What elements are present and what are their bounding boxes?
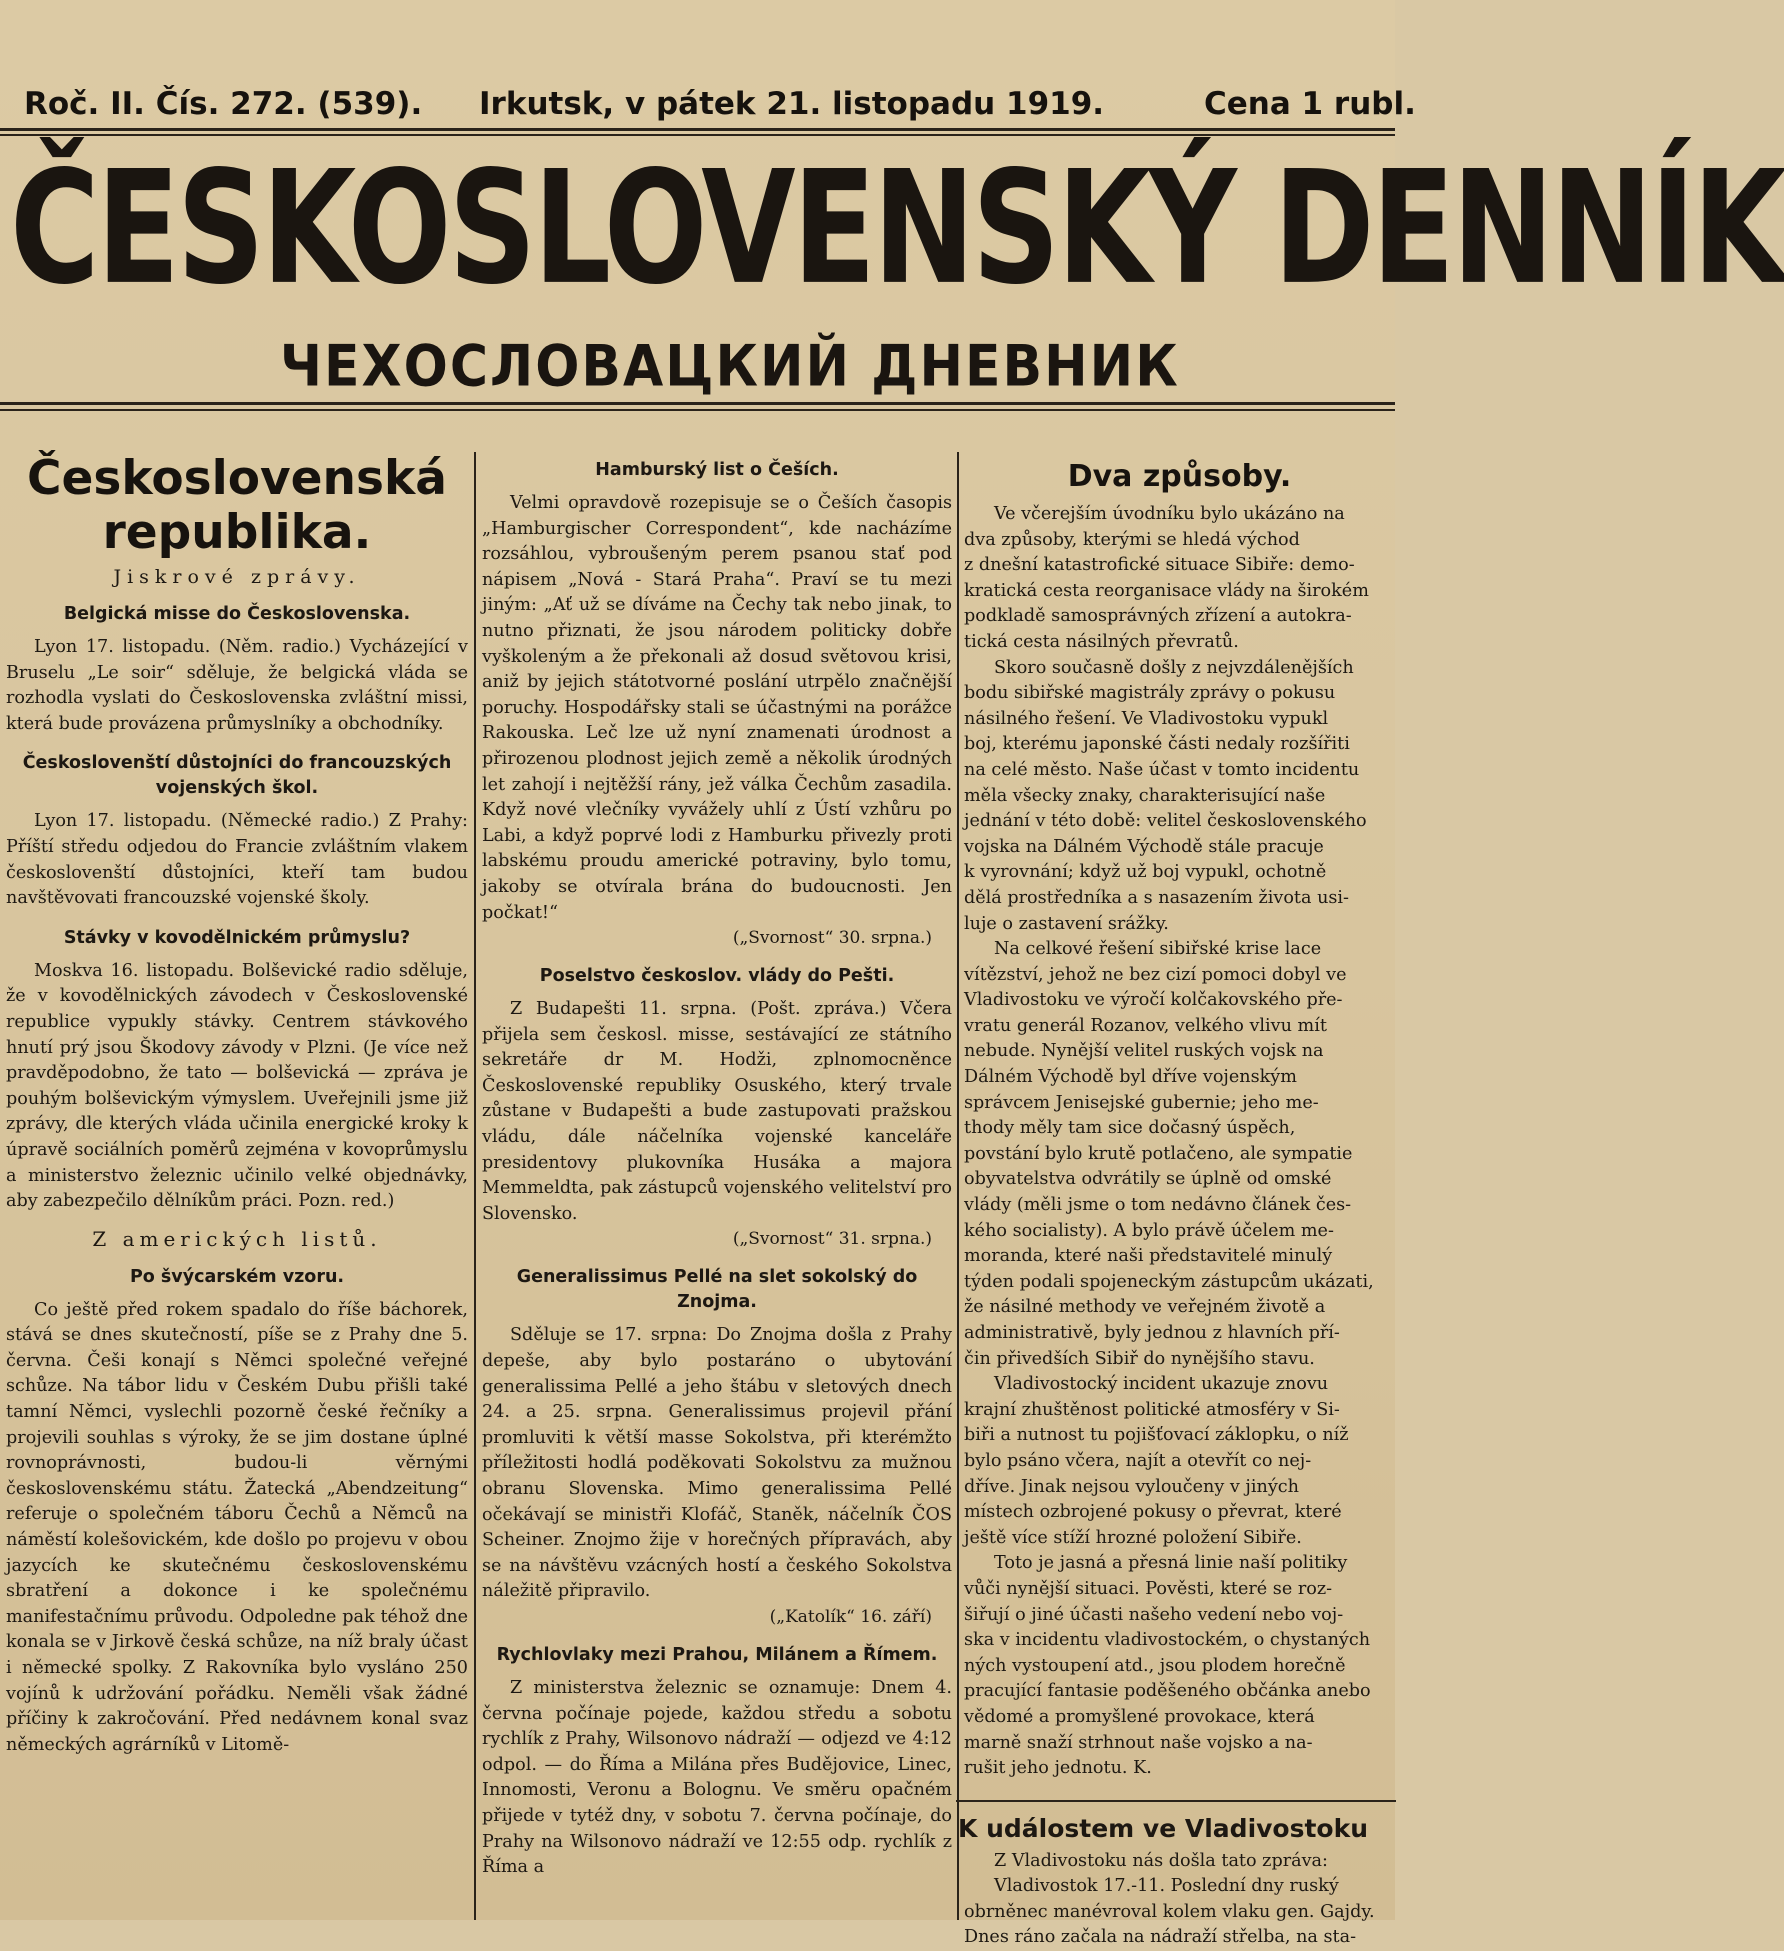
text-line: ných vystoupení atd., jsou plodem horečně — [964, 1655, 1346, 1676]
text-line: že násilné methody ve veřejném životě a — [964, 1297, 1326, 1318]
masthead-rule-top-2 — [0, 134, 1395, 136]
article-body: Z ministerstva železnic se oznamuje: Dnem 4. června počínaje pojede, každou středu a sobotu rychlík z Prahy, Wilsonovo nádraží — odjezd ve 4:12 odpol. — do Říma a Milána přes Budějovice, Linec, Innomosti, Veronu a Bolognu. Ve směru opačném přijede v tytéž dny, v sobotu 7. června počínaje, do Prahy na Wilsonovo nádraží ve 12:55 odp. rychlík z Říma a — [482, 1677, 952, 1878]
price: Cena 1 rubl. — [1204, 86, 1416, 122]
column-2 — [482, 452, 952, 1920]
text-line: Dnes ráno začala na nádraží střelba, na sta- — [964, 1927, 1357, 1948]
text-line: Na celkové řešení sibiřské krise lace — [994, 939, 1322, 960]
article-title: Hamburský list o Češích. — [595, 460, 839, 480]
text-line: vůči nynější situaci. Pověsti, které se roz- — [964, 1578, 1333, 1599]
column-1 — [6, 452, 468, 1920]
text-line: marně snaží strhnout naše vojsko a na- — [964, 1732, 1313, 1753]
text-line: vítězství, jehož ne bez cizí pomoci dobyl ve — [964, 964, 1347, 985]
text-line: Vladivostocký incident ukazuje znovu — [994, 1374, 1329, 1395]
article-title: Po švýcarském vzoru. — [129, 1266, 345, 1287]
text-line: šiřují o jiné účasti našeho vedení nebo voj- — [964, 1604, 1344, 1625]
editorial-body — [964, 502, 1395, 1782]
text-line: měla všecky znaky, charakterisující naše — [964, 785, 1326, 806]
article-title: Rychlovlaky mezi Prahou, Milánem a Římem. — [496, 1644, 938, 1665]
article-source: („Katolík“ 16. září) — [769, 1606, 932, 1627]
text-line: kého socialisty). A bylo právě účelem me- — [964, 1220, 1334, 1241]
article-title: Poselstvo českoslov. vlády do Pešti. — [539, 966, 895, 987]
text-line: Dálném Východě byl dříve vojenským — [964, 1067, 1297, 1088]
column-3 — [958, 452, 1395, 1948]
text-line: z dnešní katastrofické situace Sibiře: demo- — [964, 555, 1355, 576]
article-body: Velmi opravdově rozepisuje se o Češích časopis „Hamburgischer Correspondent“, kde nacházíme rozsáhlou, vybroušeným perem psanou stať pod nápisem „Nová - Stará Praha“. Praví se tu mezi jiným: „Ať už se díváme na Čechy tak nebo jinak, to nutno přiznati, že jsou národem politicky dobře vyškoleným a že překonali až dosud světovou krisi, aniž by jejich státotvorné poslání utrpělo značnější poruchy. Hospodářsky stali se účastnými na porážce Rakouska. Leč lze už nyní znamenati úrodnost a přirozenou plodnost jejich země a několik úrodných let zahojí i nejtěžší rány, jež válka Čechům zasadila. Když nové vlečníky vyvážely uhlí z Ústí vzhůru po Labi, a když poprvé lodi z Hamburku přivezly proti labskému proudu americké potraviny, bylo tomu, jakoby se otvírala brána do budoucnosti. Jen počkat!“ — [482, 493, 952, 923]
volume-number: Roč. II. Čís. 272. (539). — [24, 86, 423, 122]
text-line: moranda, které naši představitelé minulý — [964, 1246, 1333, 1267]
article-title: Stávky v kovodělnickém průmyslu? — [63, 927, 411, 948]
article-body — [964, 1849, 1395, 1951]
text-line: kratická cesta reorganisace vlády na širokém — [964, 580, 1369, 601]
text-line: k vyrovnání; když už boj vypukl, ochotně — [964, 862, 1327, 883]
newspaper-subtitle: ЧЕХОСЛОВАЦКИЙ ДНЕВНИК — [280, 334, 1180, 400]
text-line: násilného řešení. Ve Vladivostoku vypukl — [964, 708, 1329, 729]
text-line: nebude. Nynější velitel ruských vojsk na — [964, 1041, 1324, 1062]
text-line: vědomé a promyšlené provokace, která — [964, 1706, 1315, 1727]
text-line: obrněnec manévroval kolem vlaku gen. Gajdy. — [964, 1901, 1375, 1922]
article-source: („Svornost“ 30. srpna.) — [732, 928, 932, 949]
text-line: luje o zastavení srážky. — [964, 913, 1169, 934]
text-line: Z Vladivostoku nás došla tato zpráva: — [994, 1850, 1328, 1871]
text-line: tická cesta násilných převratů. — [964, 631, 1239, 652]
text-line: dva způsoby, kterými se hledá východ — [964, 529, 1300, 550]
text-line: Ve včerejším úvodníku bylo ukázáno na — [994, 504, 1345, 524]
text-line: Vladivostoku ve výročí kolčakovského pře- — [964, 990, 1343, 1011]
text-line: krajní zhuštěnost politické atmosféry v Si- — [964, 1399, 1340, 1420]
article-title: K událostem ve Vladivostoku — [958, 1813, 1369, 1843]
article-body: Z Budapešti 11. srpna. (Pošt. zpráva.) Včera přijela sem českosl. misse, sestávající ze státního sekretáře dr M. Hodži, zplnomocněnce Československé republiky Osuského, který trvale zůstane v Budapešti a bude zastupovati pražskou vládu, dále náčelníka vojenské kanceláře presidentovy plukovníka Husáka a majora Memmeldta, pak zástupců vojenského velitelství pro Slovensko. — [482, 999, 952, 1224]
section-heading: Z amerických listů. — [92, 1226, 382, 1251]
text-line: týden podali spojeneckým zástupcům ukázati, — [964, 1271, 1374, 1292]
masthead-rule-bottom — [0, 402, 1395, 405]
text-line: čin přivedších Sibiř do nynějšího stavu. — [964, 1348, 1315, 1369]
text-line: Vladivostok 17.-11. Poslední dny ruský — [994, 1876, 1339, 1897]
text-line: správcem Jenisejské gubernie; jeho me- — [964, 1092, 1319, 1113]
article-title: Českoslovenští důstojníci do francouzských vojenských škol. — [22, 753, 452, 799]
text-line: vratu generál Rozanov, velkého vlivu mít — [964, 1015, 1327, 1036]
column-3-rule — [956, 1800, 1396, 1802]
text-line: rušit jeho jednotu. K. — [964, 1758, 1152, 1779]
lead-headline: Československá republika. — [27, 451, 447, 560]
place-date: Irkutsk, v pátek 21. listopadu 1919. — [479, 86, 1105, 122]
article-body: Sděluje se 17. srpna: Do Znojma došla z Prahy depeše, aby bylo postaráno o ubytování generalissima Pellé a jeho štábu v sletových dnech 24. a 25. srpna. Generalissimus projevil přání promluviti k větší masse Sokolstva, při kterémžto příležitosti hodlá poděkovati Sokolstvu za mužnou obranu Slovenska. Mimo generalissima Pellé očekávají se ministři Klofáč, Staněk, náčelník ČOS Scheiner. Znojmo žije v horečných přípravách, aby se na návštěvu vzácných hostí a českého Sokolstva náležitě připravilo. — [482, 1325, 952, 1602]
text-line: Toto je jasná a přesná linie naší politiky — [994, 1553, 1348, 1574]
article-body: Lyon 17. listopadu. (Německé radio.) Z Prahy: Příští středu odjedou do Francie zvláštním vlakem českoslovenští důstojníci, kteří tam budou navštěvovati francouzské vojenské školy. — [6, 811, 468, 909]
article-title: Belgická misse do Československa. — [63, 604, 411, 624]
text-line: dříve. Jinak nejsou vyloučeny v jiných — [964, 1476, 1299, 1497]
masthead-rule-bottom-2 — [0, 409, 1395, 411]
text-line: místech ozbrojené pokusy o převrat, které — [964, 1502, 1342, 1523]
text-line: obyvatelstva odvrátily se úplně od omské — [964, 1169, 1332, 1190]
text-line: thody měly tam sice dočasný úspěch, — [964, 1118, 1296, 1139]
text-line: biři a nutnost tu pojišťovací záklopku, o níž — [964, 1425, 1349, 1446]
column-divider-1 — [474, 452, 476, 1920]
text-line: vlády (měli jsme o tom nedávno článek čes- — [964, 1195, 1352, 1216]
text-line: ska v incidentu vladivostockém, o chystaných — [964, 1630, 1371, 1651]
kicker: Jiskrové zprávy. — [113, 566, 361, 588]
newspaper-title: ČESKOSLOVENSKÝ DENNÍK — [10, 137, 1784, 319]
text-line: Skoro současně došly z nejvzdálenějších — [994, 657, 1354, 678]
text-line: povstání bylo krutě potlačeno, ale sympatie — [964, 1143, 1353, 1164]
article-body: Co ještě před rokem spadalo do říše báchorek, stává se dnes skutečností, píše se z Prahy dne 5. června. Češi konají s Němci společné veřejné schůze. Na tábor lidu v Českém Dubu přišli také tamní Němci, vyslechli pozorně české řečníky a projevili souhlas s výroky, že se jim dostane úplné rovnoprávnosti, budou-li věrnými československému státu. Žatecká „Abendzeitung“ referuje o společném táboru Čechů a Němců na náměstí kolešovickém, kde došlo po projevu v obou jazycích ke skutečnému československému sbratření a dokonce i ke společnému manifestačnímu průvodu. Odpoledne pak téhož dne konala se v Jirkově česká schůze, na níž braly účast i německé spolky. Z Rakovníka bylo vysláno 250 vojínů k udržování pořádku. Neměli však žádné příčiny k zakročování. Před nedávnem konal svaz německých agrárníků v Litomě- — [6, 1299, 468, 1755]
text-line: dělá prostředníka a s nasazením života usi- — [964, 887, 1350, 908]
text-line: na celé město. Naše účast v tomto incidentu — [964, 759, 1360, 780]
article-body: Moskva 16. listopadu. Bolševické radio sděluje, že v kovodělnických závodech v Československé republice vypukly stávky. Centrem stávkového hnutí prý jsou Škodovy závody v Plzni. (Je více než pravděpodobno, že tato — bolševická — zpráva je pouhým bolševickým výmyslem. Uveřejnili jsme již zprávy, dle kterých vláda učinila energické kroky k úpravě sociálních poměrů zejména v kovoprůmyslu a ministerstvo železnic učinilo velké objednávky, aby zabezpečilo dělníkům práci. Pozn. red.) — [6, 960, 468, 1212]
text-line: podkladě samosprávných zřízení a autokra- — [964, 606, 1352, 627]
text-line: administrativě, byly jednou z hlavních pří- — [964, 1323, 1340, 1343]
text-line: jednání v této době: velitel československého — [964, 811, 1367, 832]
text-line: pracující fantasie poděšeného občánka anebo — [964, 1681, 1371, 1702]
text-line: bodu sibiřské magistrály zprávy o pokusu — [964, 683, 1336, 704]
text-line: ještě více stíží hrozné položení Sibiře. — [964, 1527, 1302, 1548]
masthead-rule-top — [0, 128, 1395, 131]
article-body: Lyon 17. listopadu. (Něm. radio.) Vycházející v Bruselu „Le soir“ sděluje, že belgická vláda se rozhodla vyslati do Československa zvláštní missi, která bude provázena průmyslníky a obchodníky. — [6, 637, 468, 734]
text-line: bylo psáno včera, najít a otevřít co nej- — [964, 1450, 1312, 1471]
text-line: boj, kterému japonské části nedaly rozšířiti — [964, 734, 1350, 755]
article-source: („Svornost“ 31. srpna.) — [732, 1229, 932, 1250]
editorial-headline: Dva způsoby. — [1067, 459, 1292, 494]
text-line: vojska na Dálném Východě stále pracuje — [964, 836, 1324, 857]
article-title: Generalissimus Pellé na slet sokolský do Znojma. — [516, 1267, 918, 1313]
column-divider-2 — [957, 452, 959, 1920]
